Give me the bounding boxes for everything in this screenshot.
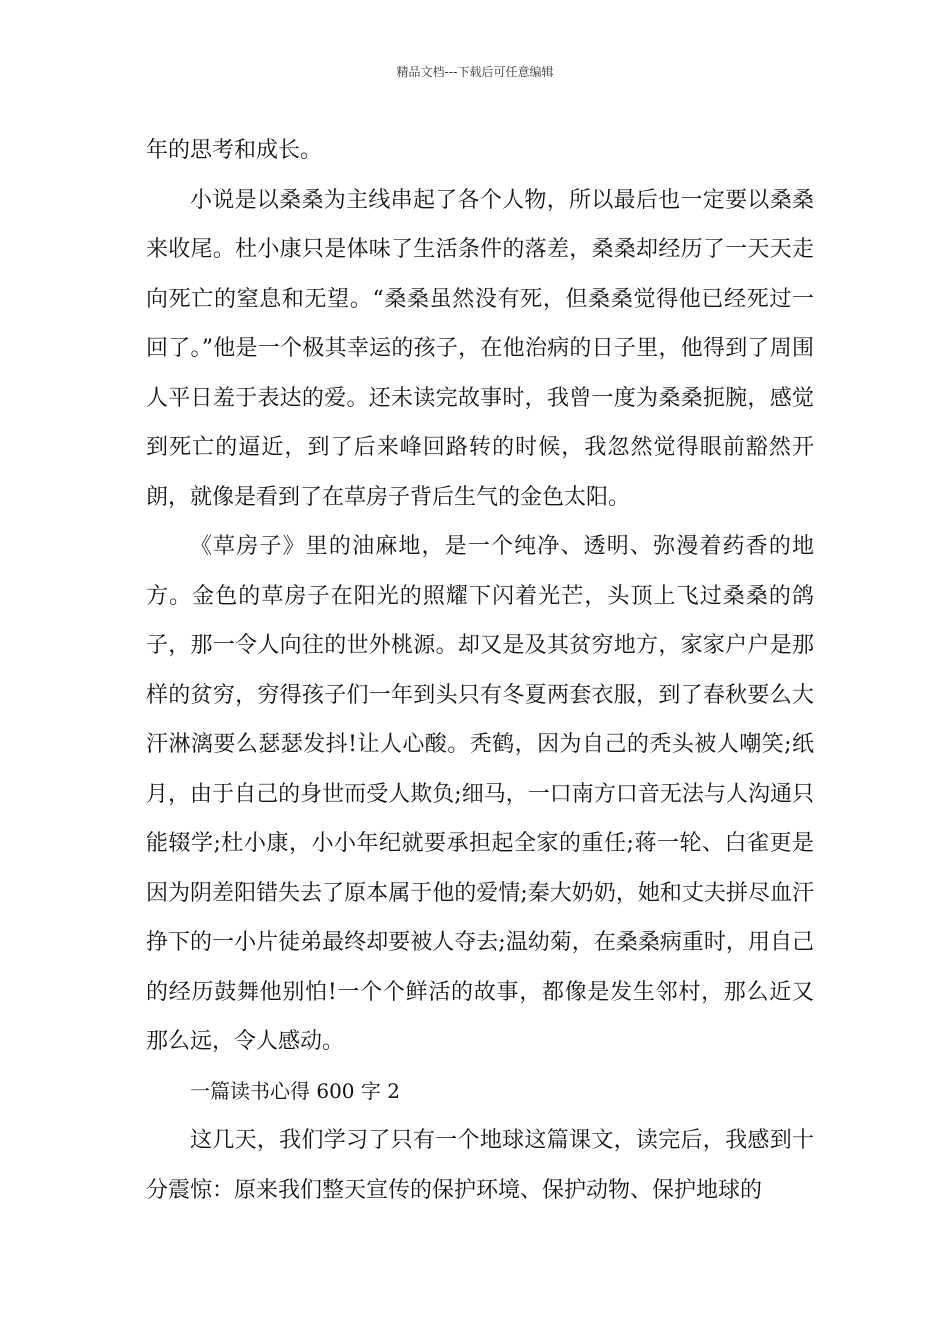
- paragraph-continuation: 年的思考和成长。: [146, 138, 323, 163]
- document-body: [146, 126, 814, 1215]
- page-header: 精品文档---下载后可任意编辑: [396, 65, 554, 79]
- paragraph-sangsang: 小说是以桑桑为主线串起了各个人物，所以最后也一定要以桑桑来收尾。杜小康只是体味了生活条件的落差，桑桑却经历了一天天走向死亡的窒息和无望。“桑桑虽然没有死，但桑桑觉得他已经死过一回了。”他是一个极其幸运的孩子，在他治病的日子里，他得到了周围人平日羞于表达的爱。还未读完故事时，我曾一度为桑桑扼腕，感觉到死亡的逼近，到了后来峰回路转的时候，我忽然觉得眼前豁然开朗，就像是看到了在草房子背后生气的金色太阳。: [146, 187, 814, 510]
- paragraph-earth: 这几天，我们学习了只有一个地球这篇课文，读完后，我感到十分震惊：原来我们整天宣传的保护环境、保护动物、保护地球的: [146, 1128, 814, 1203]
- paragraph-youmadi: 《草房子》里的油麻地，是一个纯净、透明、弥漫着药香的地方。金色的草房子在阳光的照耀下闪着光芒，头顶上飞过桑桑的鸽子，那一令人向往的世外桃源。却又是及其贫穷地方，家家户户是那样的贫穷，穷得孩子们一年到头只有冬夏两套衣服，到了春秋要么大汗淋漓要么瑟瑟发抖!让人心酸。秃鹤，因为自己的秃头被人嘲笑;纸月，由于自己的身世而受人欺负;细马，一口南方口音无法与人沟通只能辍学;杜小康，小小年纪就要承担起全家的重任;蒋一轮、白雀更是因为阴差阳错失去了原本属于他的爱情;秦大奶奶，她和丈夫拼尽血汗挣下的一小片徒弟最终却要被人夺去;温幼菊，在桑桑病重时，用自己的经历鼓舞他别怕!一个个鲜活的故事，都像是发生邻村，那么近又那么远，令人感动。: [146, 534, 814, 1054]
- section-heading: 一篇读书心得 600 字 2: [190, 1078, 400, 1103]
